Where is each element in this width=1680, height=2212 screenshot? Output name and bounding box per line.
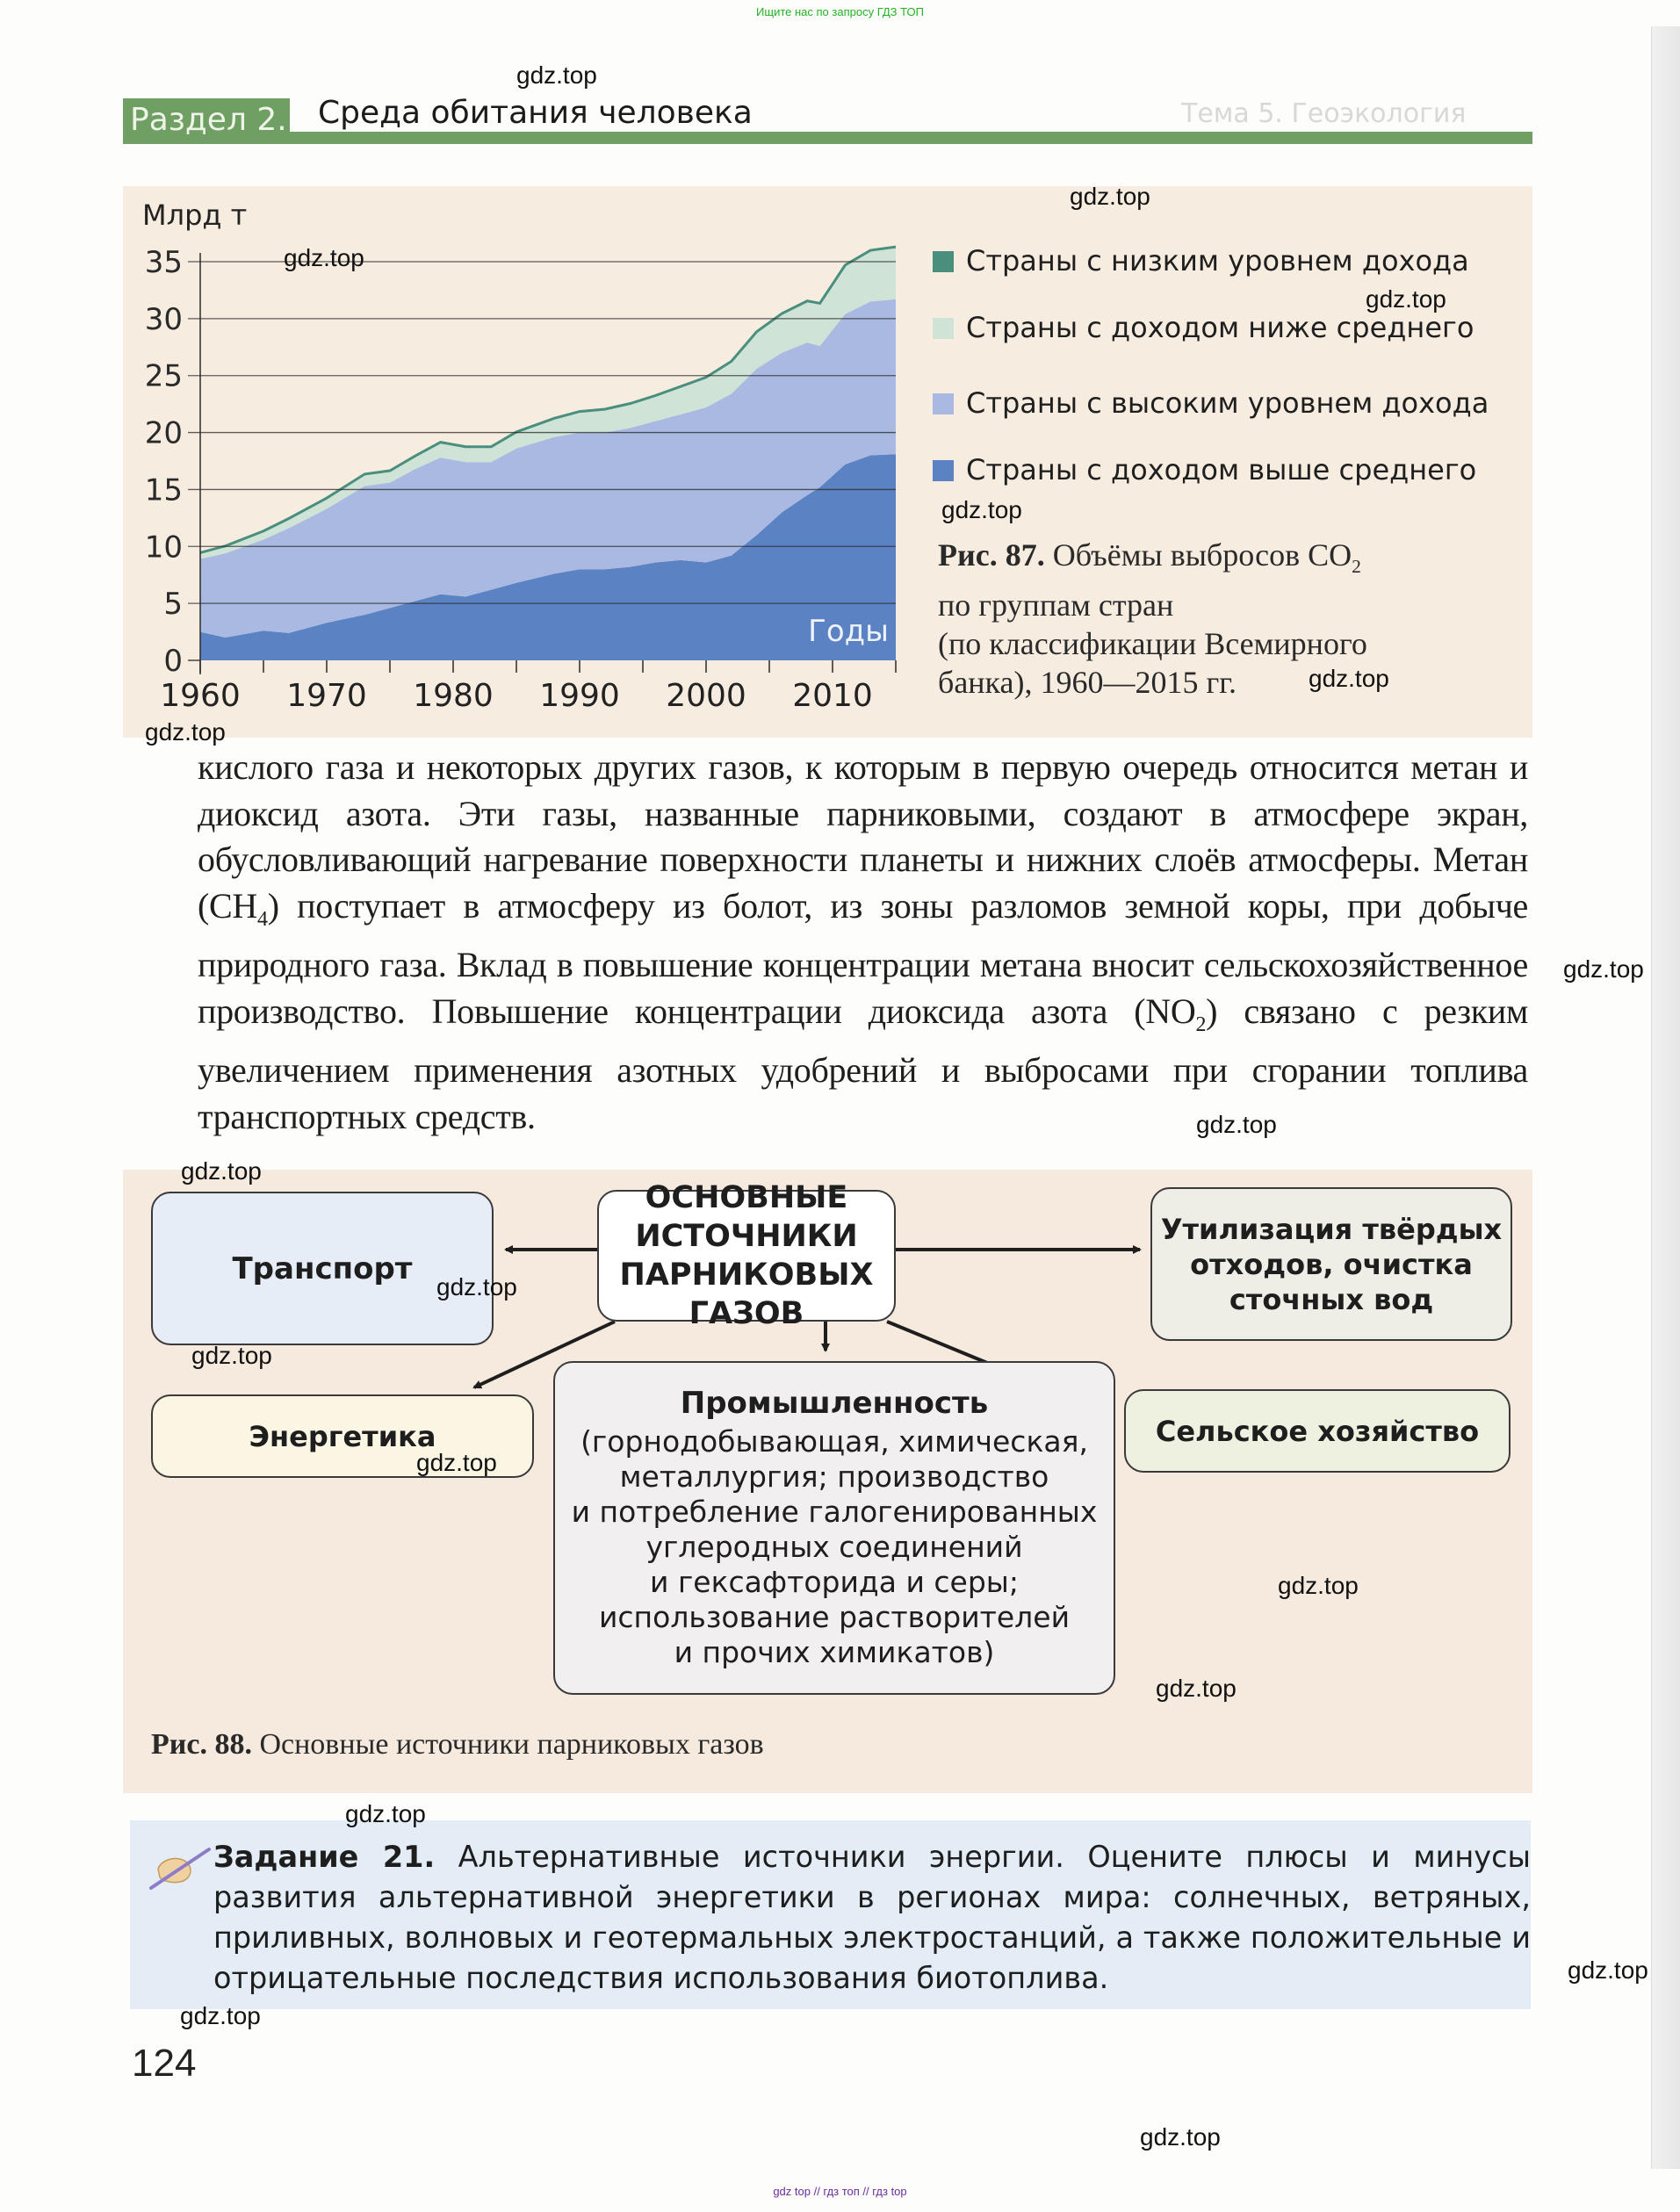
legend-swatch-icon xyxy=(933,318,954,339)
watermark-stamp: gdz.top xyxy=(1563,955,1644,983)
watermark-stamp: gdz.top xyxy=(191,1342,272,1369)
y-tick-label: 15 xyxy=(144,472,183,508)
watermark-stamp: gdz.top xyxy=(180,2002,261,2029)
watermark-stamp: gdz.top xyxy=(284,244,364,271)
watermark-stamp: gdz.top xyxy=(345,1800,426,1827)
body-paragraph: кислого газа и некоторых других газов, к которым в первую очередь относится метан и диоксид азота. Эти газы, названные парниковыми, создают в атмосфере экран, обусловливающий нагревание поверхности планеты и нижних слоёв атмосферы. Метан $(CH_4)$ поступает в атмосферу из болот, из зоны разломов земной коры, при добыче природного газа. Вклад в повышение концентрации метана вносит сельскохозяйственное производство. Повышение концентрации диоксида азота $(NO_2)$ связано с резким увеличением применения азотных удобрений и выбросами при сгорании топлива транспортных средств. xyxy=(198,747,1529,1136)
legend-swatch-icon xyxy=(933,393,954,414)
industry-line: использование растворителей xyxy=(598,1600,1071,1634)
bottom-watermark: gdz top // гдз топ // гдз top xyxy=(773,2185,907,2198)
watermark-stamp: gdz.top xyxy=(1196,1111,1277,1138)
industry-line: (горнодобывающая, химическая, xyxy=(580,1424,1088,1459)
watermark-stamp: gdz.top xyxy=(1278,1572,1359,1599)
x-tick-label: 2010 xyxy=(792,678,873,714)
industry-title: Промышленность xyxy=(680,1386,989,1421)
task-text xyxy=(213,1837,1531,1999)
ghost-topic-bleedthrough: Тема 5. Геоэкология xyxy=(1181,98,1467,129)
legend-swatch-icon xyxy=(933,460,954,481)
legend-item-high-income: Страны с высоким уровнем дохода xyxy=(933,386,1489,420)
task-body: Альтернативные источники энергии. Оцените плюсы и минусы развития альтернативной энергетики в регионах мира: солнечных, ветряных, приливных, волновых и геотермальных электростанций, а также положительные и отрицательные последствия использования биотоплива. xyxy=(213,1840,1531,1995)
legend-swatch-icon xyxy=(933,251,954,272)
co2-stacked-area-chart xyxy=(123,186,940,738)
page-number: 124 xyxy=(132,2042,197,2085)
top-watermark: Ищите нас по запросу ГДЗ ТОП xyxy=(756,5,924,18)
watermark-stamp: gdz.top xyxy=(145,718,226,746)
x-tick-label: 1970 xyxy=(286,678,367,714)
diagram-center-box: ОСНОВНЫЕ ИСТОЧНИКИ ПАРНИКОВЫХ ГАЗОВ xyxy=(597,1190,896,1322)
header-green-bar xyxy=(123,132,1532,144)
watermark-stamp: gdz.top xyxy=(1366,285,1446,313)
diagram-box-agriculture: Сельское хозяйство xyxy=(1124,1389,1511,1473)
diagram-box-transport: Транспорт xyxy=(151,1192,494,1345)
x-tick-label: 2000 xyxy=(666,678,746,714)
y-tick-label: 10 xyxy=(144,530,183,566)
section-title: Среда обитания человека xyxy=(318,95,753,131)
watermark-stamp: gdz.top xyxy=(181,1157,262,1185)
industry-line: и потребление галогенированных xyxy=(571,1495,1098,1529)
x-axis-label: Годы xyxy=(808,614,889,649)
y-tick-label: 30 xyxy=(144,301,183,337)
watermark-stamp: gdz.top xyxy=(1156,1675,1237,1702)
diagram-box-waste: Утилизация твёрдых отходов, очистка сточных вод xyxy=(1150,1187,1512,1341)
x-tick-label: 1960 xyxy=(160,678,241,714)
watermark-stamp: gdz.top xyxy=(416,1449,497,1476)
industry-line: металлургия; производство xyxy=(619,1459,1049,1494)
legend-item-low-income: Страны с низким уровнем дохода xyxy=(933,244,1469,277)
industry-line: и гексафторида и серы; xyxy=(650,1565,1019,1599)
watermark-stamp: gdz.top xyxy=(1070,183,1150,210)
y-tick-label: 25 xyxy=(144,358,183,394)
watermark-stamp: gdz.top xyxy=(1309,665,1389,692)
x-tick-label: 1990 xyxy=(539,678,620,714)
watermark-stamp: gdz.top xyxy=(941,496,1022,523)
x-tick-label: 1980 xyxy=(413,678,494,714)
watermark-stamp: gdz.top xyxy=(436,1273,517,1301)
figure-87-caption: Рис. 87. Объёмы выбросов $CO_2$ по группам стран (по классификации Всемирного банка), 1960—2015 гг. xyxy=(938,537,1367,701)
legend-item-lower-middle: Страны с доходом ниже среднего xyxy=(933,311,1474,344)
legend-item-upper-middle: Страны с доходом выше среднего xyxy=(933,453,1476,486)
diagram-box-energy: Энергетика xyxy=(151,1394,534,1478)
y-tick-label: 5 xyxy=(163,587,183,623)
watermark-stamp: gdz.top xyxy=(1568,1956,1648,1984)
y-tick-label: 20 xyxy=(144,415,183,451)
y-tick-label: 35 xyxy=(144,245,183,280)
y-tick-label: 0 xyxy=(163,644,183,679)
page-edge xyxy=(1651,26,1680,2169)
y-axis-label: Млрд т xyxy=(142,198,248,232)
watermark-stamp: gdz.top xyxy=(1140,2123,1221,2151)
pencil-hand-icon xyxy=(148,1844,218,1897)
diagram-box-industry xyxy=(553,1361,1115,1695)
watermark-stamp: gdz.top xyxy=(516,61,597,89)
figure-88-caption: Рис. 88. Основные источники парниковых газов xyxy=(151,1728,764,1761)
section-tag: Раздел 2. xyxy=(123,98,290,142)
task-label: Задание 21. xyxy=(213,1840,436,1874)
industry-line: и прочих химикатов) xyxy=(674,1635,995,1669)
industry-line: углеродных соединений xyxy=(645,1530,1023,1564)
